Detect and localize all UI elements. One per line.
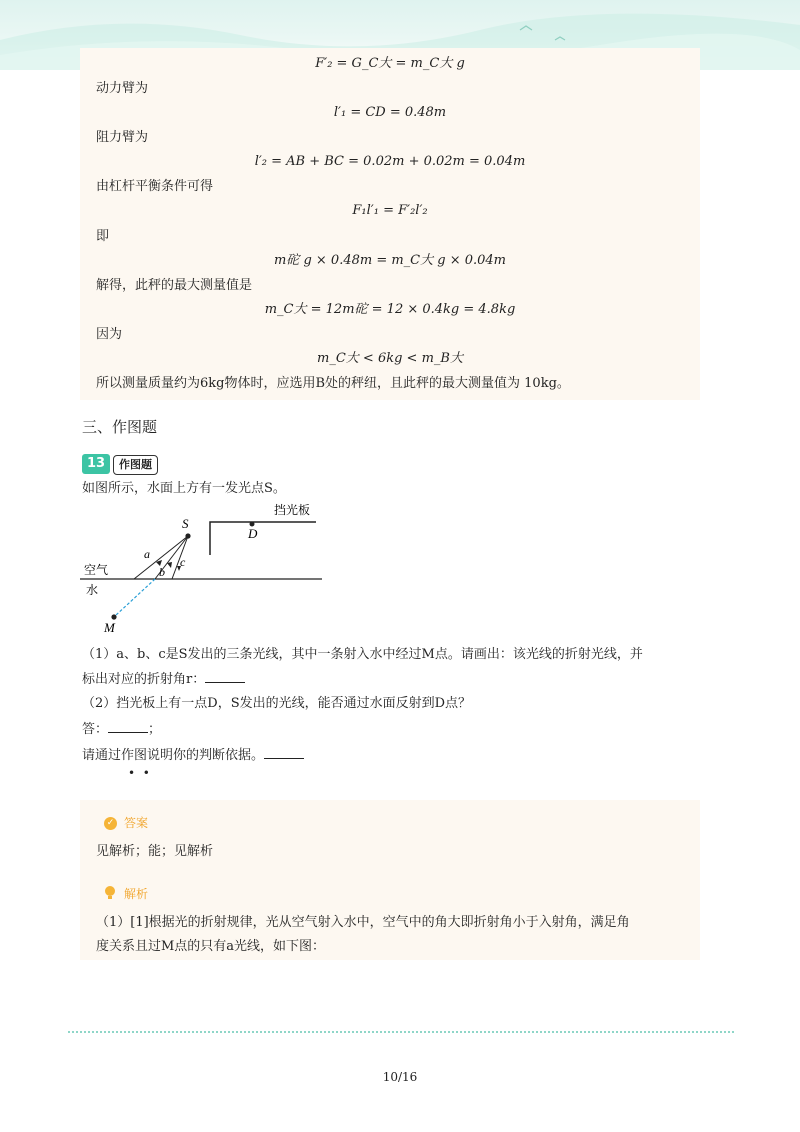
answer-text: 见解析；能；见解析 <box>96 844 214 859</box>
equation-4: F₁l′₁ = F′₂l′₂ <box>352 203 428 218</box>
question-stem: 如图所示，水面上方有一发光点S。 <box>82 481 286 496</box>
question-part1-line2: 标出对应的折射角r： <box>82 670 245 689</box>
analysis-line-1: （1）[1]根据光的折射规律，光从空气射入水中，空气中的角大即折射角小于入射角，满足角 <box>96 915 630 930</box>
label-d: D <box>248 526 258 541</box>
answer-line: 答： ； <box>82 722 162 737</box>
blank-refraction-angle[interactable] <box>205 670 245 683</box>
label-m: M <box>104 620 115 635</box>
resistance-arm-label: 阻力臂为 <box>96 130 149 145</box>
blank-explain[interactable] <box>264 746 304 759</box>
analysis-label: 解析 <box>124 887 149 901</box>
label-a: a <box>144 547 150 561</box>
answer-label: 答案 <box>124 816 149 830</box>
equation-6: m_C大 = 12m砣 = 12 × 0.4kg = 4.8kg <box>264 302 516 317</box>
question-part1-line1: （1）a、b、c是S发出的三条光线，其中一条射入水中经过M点。请画出：该光线的折射光线，并 <box>82 647 643 662</box>
explain-line: 请通过作图说明你的判断依据。 <box>82 746 304 765</box>
equation-5: m砣 g × 0.48m = m_C大 g × 0.04m <box>273 253 507 268</box>
question-type-tag: 作图题 <box>113 455 158 475</box>
page-number: 10/16 <box>382 1070 418 1084</box>
label-s: S <box>182 516 189 531</box>
ji-label: 即 <box>96 229 110 244</box>
equation-3: l′₂ = AB + BC = 0.02m + 0.02m = 0.04m <box>254 154 526 169</box>
label-board: 挡光板 <box>274 503 311 517</box>
equation-7: m_C大 < 6kg < m_B大 <box>317 351 463 366</box>
answer-panel <box>80 800 700 960</box>
dashed-extension <box>115 579 155 616</box>
label-b: b <box>159 565 165 579</box>
lightbulb-icon <box>103 885 117 901</box>
optics-figure <box>78 498 338 638</box>
equation-1: F′₂ = G_C大 = m_C大 g <box>315 56 465 71</box>
point-m-dot <box>111 614 116 619</box>
solution-panel <box>80 48 700 400</box>
label-water: 水 <box>86 583 99 597</box>
section-title: 三、作图题 <box>82 418 158 436</box>
label-c: c <box>180 555 186 569</box>
question-number: 13 <box>82 454 110 474</box>
blank-answer[interactable] <box>108 720 148 733</box>
check-icon: ✓ <box>104 817 117 830</box>
solve-label: 解得，此秤的最大测量值是 <box>96 278 253 293</box>
power-arm-label: 动力臂为 <box>96 81 149 96</box>
emphasis-dots: • • <box>128 766 150 780</box>
question-part2: （2）挡光板上有一点D，S发出的光线，能否通过水面反射到D点？ <box>82 696 472 711</box>
footer-divider <box>68 1031 734 1033</box>
balance-label: 由杠杆平衡条件可得 <box>96 179 214 194</box>
because-label: 因为 <box>96 327 123 342</box>
conclusion-text: 所以测量质量约为6kg物体时，应选用B处的秤纽，且此秤的最大测量值为 10kg。 <box>96 376 570 391</box>
equation-2: l′₁ = CD = 0.48m <box>333 105 447 120</box>
light-barrier-board <box>210 522 316 555</box>
label-air: 空气 <box>84 563 109 577</box>
arrow-b <box>167 562 172 568</box>
analysis-line-2: 度关系且过M点的只有a光线，如下图： <box>96 939 326 954</box>
